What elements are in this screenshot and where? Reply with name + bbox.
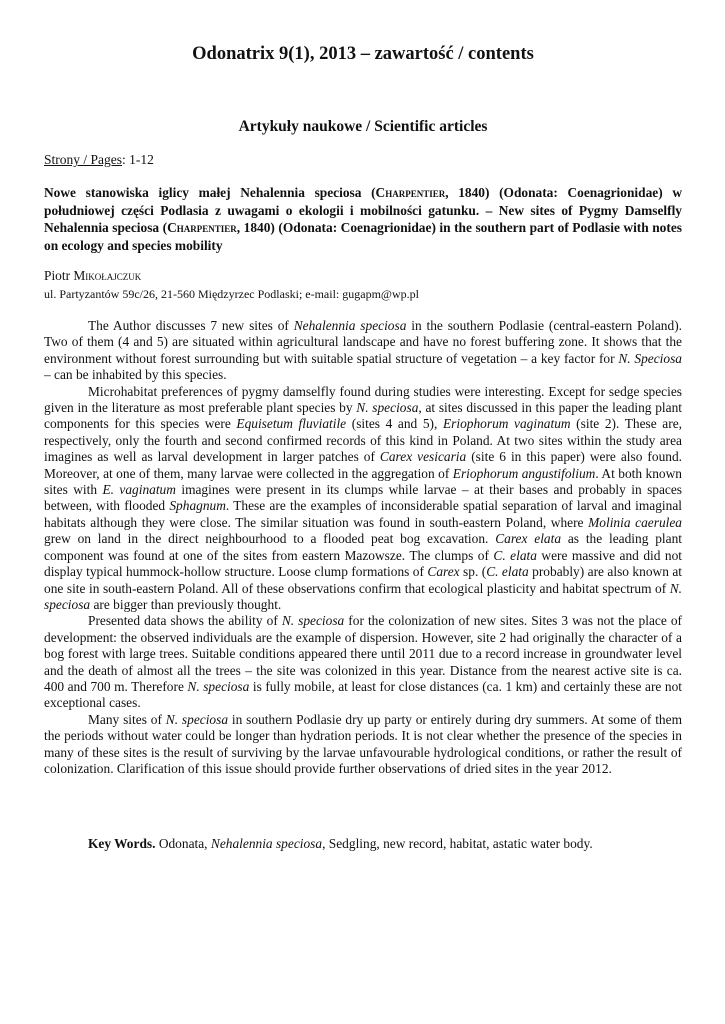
species-name: C. elata — [486, 564, 529, 580]
text-run: Many sites of — [88, 711, 166, 727]
text-run: . At both known sites with — [44, 465, 682, 498]
species-name: Carex — [427, 564, 460, 580]
abstract-paragraph-3 — [44, 613, 682, 711]
species-name: N. speciosa — [165, 711, 229, 727]
text-run: – can be inhabited by this species. — [44, 367, 227, 383]
abstract — [44, 318, 682, 777]
text-run: The Author discusses 7 new sites of — [88, 318, 294, 333]
species-name: N. speciosa — [44, 580, 682, 612]
pages-label: Strony / Pages — [44, 152, 123, 167]
text-run: probably) are also known at one site in south-eastern Poland. All of these observations confirm that ecological plasticity and habitat spectrum of — [44, 564, 682, 596]
keywords — [44, 836, 682, 852]
title-part: , 1840) (Odonata: Coenagrionidae) w południowej części Podlasia z uwagami o ekologii i mobilności gatunku. – New sites of Pygmy Damselfly Nehalennia speciosa ( — [44, 185, 682, 236]
text-run: (site 6 in this paper) were also found. Moreover, at one of them, many larvae were collected in the aggregation of — [44, 449, 683, 481]
title-author-name: Charpentier — [167, 220, 237, 236]
text-run: Presented data shows the ability of — [88, 613, 282, 629]
species-name: Eriophorum vaginatum — [442, 416, 571, 432]
text-run: (sites 4 and 5), — [346, 416, 443, 432]
text-run: Microhabitat preferences of pygmy damselfly found during studies were interesting. Except for sedge species given in the literature as most preferable plant species by — [44, 383, 682, 416]
species-name: E. vaginatum — [102, 482, 176, 498]
author-address: ul. Partyzantów 59c/26, 21-560 Międzyrzec Podlaski; e-mail: gugapm@wp.pl — [44, 287, 419, 301]
text-run: (site 2). These are, respectively, only the fourth and second confirmed records of this kind in Poland. At two sites within the study area imagines as well as larval development in larger patches of — [44, 416, 682, 465]
species-name: Equisetum fluviatile — [236, 416, 347, 432]
species-name: Nehalennia speciosa — [293, 318, 407, 333]
text-run: . These are the examples of inconsiderable spatial separation of larval and imaginal habitats although they were close. The similar situation was found in south-eastern Poland, where — [44, 498, 682, 530]
species-name: Carex vesicaria — [379, 449, 467, 465]
species-name: N. speciosa — [281, 613, 345, 629]
species-name: Molinia caerulea — [588, 514, 682, 530]
abstract-paragraph-2 — [44, 384, 682, 614]
journal-title: Odonatrix 9(1), 2013 – zawartość / contents — [192, 44, 534, 64]
species-name: Eriophorum angustifolium — [452, 465, 596, 481]
abstract-paragraph-1 — [44, 318, 682, 384]
author-first-name: Piotr — [44, 268, 74, 283]
text-run: , Sedgling, new record, habitat, astatic water body. — [322, 836, 593, 851]
text-run: is fully mobile, at least for close distances (ca. 1 km) and certainly these are not exceptional cases. — [44, 678, 682, 711]
text-run: as the leading plant component was found at one of the sites from eastern Mazowsze. The clumps of — [44, 531, 683, 563]
text-run: , at sites discussed in this paper the leading plant components for this species were — [44, 400, 682, 432]
text-run: grew on land in the direct neighbourhood to a flooded peat bog excavation. — [44, 531, 496, 547]
title-part: Nowe stanowiska iglicy małej Nehalennia speciosa ( — [44, 185, 376, 200]
keywords-label: Key Words. — [88, 836, 156, 851]
species-name: Carex elata — [495, 531, 562, 547]
text-run: for the colonization of new sites. Sites 3 was not the place of development: the observed individuals are the example of dispersion. However, site 2 had originally the character of a bog forest with large trees. Suitable conditions appeared there until 2011 due to a record increase in groundwater level and the death of almost all the trees – the site was colonized in this year. Distance from the nearest active site is ca. 400 and 700 m. Therefore — [44, 613, 682, 694]
author-last-name: Mikołajczuk — [73, 268, 142, 283]
title-author-name: Charpentier — [375, 185, 446, 200]
species-name: C. elata — [493, 547, 537, 563]
abstract-paragraph-4 — [44, 712, 682, 778]
section-heading: Artykuły naukowe / Scientific articles — [238, 118, 488, 135]
author-name — [44, 268, 141, 284]
pages-line — [44, 152, 154, 168]
text-run: in southern Podlasie dry up party or entirely during dry summers. At some of them the periods without water could be longer than hydration periods. It is not clear whether the presence of the species in many of these sites is the result of surviving by the larvae unfavourable hydrological conditions, or rather the result of colonization. Clarification of this issue should provide further observations of dried sites in the year 2012. — [44, 711, 682, 776]
species-name: N. speciosa — [356, 400, 419, 416]
title-part: , 1840) (Odonata: Coenagrionidae) in the southern part of Podlasie with notes on ecology and species mobility — [44, 220, 682, 253]
species-name: Nehalennia speciosa — [210, 836, 323, 851]
text-run: were massive and did not display typical hummock-hollow structure. Loose clump formations of — [44, 547, 683, 580]
pages-value: : 1-12 — [122, 152, 154, 167]
species-name: N. Speciosa — [618, 350, 682, 366]
species-name: N. speciosa — [187, 678, 250, 694]
text-run: Odonata, — [155, 836, 211, 851]
species-name: Sphagnum — [169, 498, 226, 514]
text-run: in the southern Podlasie (central-eastern Poland). Two of them (4 and 5) are situated within agricultural landscape and have no forest buffering zone. It shows that the environment without forest surrounding but with suitable spatial structure of vegetation – a key factor for — [44, 318, 682, 366]
text-run: sp. ( — [459, 564, 487, 580]
article-title — [44, 184, 682, 254]
text-run: imagines were present in its clumps while larvae – at their bases and probably in spaces between, with flooded — [44, 482, 683, 514]
text-run: are bigger than previously thought. — [90, 596, 282, 612]
